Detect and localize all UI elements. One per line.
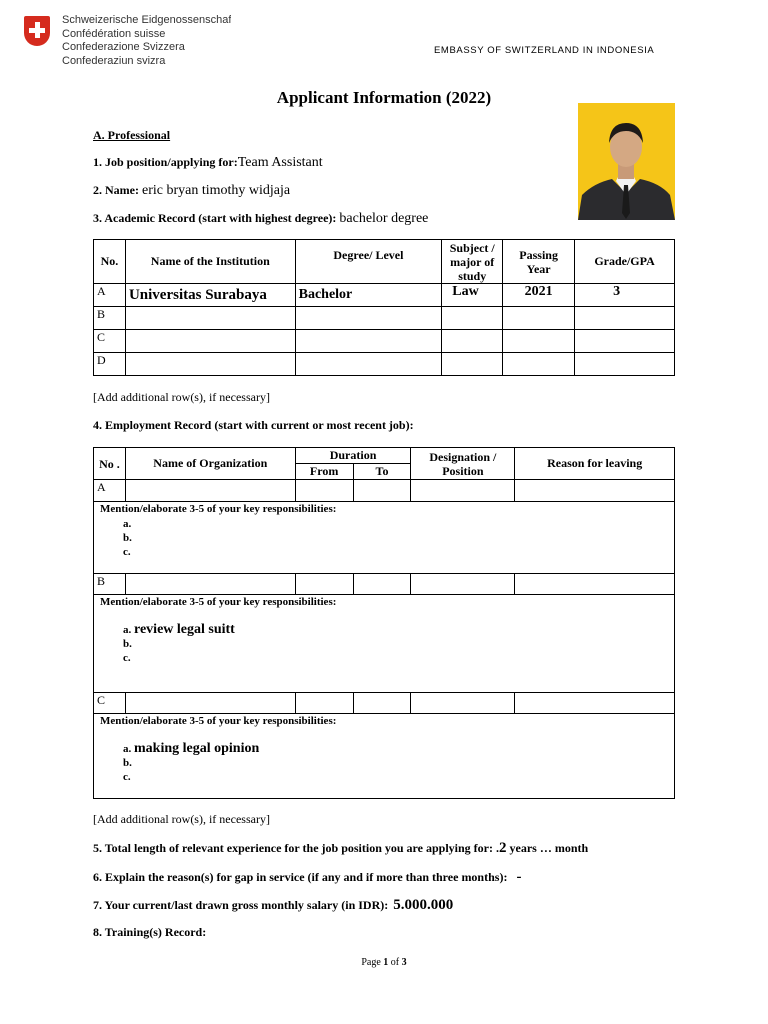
responsibility-value: review legal suitt (134, 622, 235, 637)
organization-cell[interactable] (125, 693, 295, 714)
experience-years: 2 (499, 840, 507, 856)
page-current: 1 (383, 957, 389, 968)
page-prefix: Page (361, 957, 384, 968)
header-from: From (295, 464, 353, 480)
header-designation: Designation / Position (411, 448, 515, 480)
header-to: To (353, 464, 411, 480)
from-cell[interactable] (295, 574, 353, 595)
gap-row (93, 869, 521, 886)
row-letter: C (94, 330, 126, 353)
logo-line: Confederazione Svizzera (62, 41, 185, 53)
responsibilities-row (94, 502, 675, 574)
list-item: c. (123, 652, 131, 664)
subject-cell: Law (442, 284, 503, 307)
applicant-photo (578, 103, 675, 220)
training-label: 8. Training(s) Record: (93, 925, 207, 939)
employment-header-row (94, 448, 675, 464)
organization-cell[interactable] (125, 574, 295, 595)
row-letter: D (94, 353, 126, 376)
responsibilities-cell[interactable] (94, 714, 675, 799)
header-no: No. (94, 240, 126, 284)
name-value: eric bryan timothy widjaja (141, 183, 291, 198)
grade-cell[interactable] (575, 353, 675, 376)
header-duration: Duration (295, 448, 411, 464)
name-row (93, 183, 290, 199)
grade-cell: 3 (575, 284, 675, 307)
responsibilities-cell[interactable] (94, 595, 675, 693)
salary-value: 5.000.000 (393, 897, 454, 913)
passing-year-cell[interactable] (503, 330, 575, 353)
employment-label: 4. Employment Record (start with current or most recent job): (93, 418, 414, 432)
designation-cell[interactable] (411, 574, 515, 595)
list-item: a. (123, 743, 132, 755)
header-institution: Name of the Institution (125, 240, 295, 284)
experience-label: 5. Total length of relevant experience for the job position you are applying for: . (93, 841, 499, 855)
logo-line: Confédération suisse (62, 27, 166, 40)
salary-label: 7. Your current/last drawn gross monthly salary (in IDR): (93, 898, 389, 912)
name-label: 2. Name: (93, 183, 139, 197)
header-passing-year: Passing Year (503, 240, 575, 284)
table-row (94, 480, 675, 502)
list-item: c. (123, 546, 131, 558)
list-item: b. (123, 757, 132, 769)
gap-label: 6. Explain the reason(s) for gap in service (if any and if more than three months): (93, 870, 508, 884)
section-a-heading: A. Professional (93, 128, 171, 142)
table-row (94, 693, 675, 714)
degree-cell: Bachelor (295, 284, 442, 307)
institution-cell[interactable] (125, 353, 295, 376)
entry-letter: A (94, 480, 126, 502)
embassy-heading: EMBASSY OF SWITZERLAND IN INDONESIA (434, 45, 655, 56)
experience-suffix: years … month (506, 841, 589, 855)
job-position-label: 1. Job position/applying for: (93, 155, 238, 169)
passing-year-cell[interactable] (503, 307, 575, 330)
list-item: b. (123, 532, 132, 544)
responsibility-value: making legal opinion (134, 741, 260, 756)
subject-cell[interactable] (442, 353, 503, 376)
page-title: Applicant Information (2022) (276, 88, 492, 107)
header-subject: Subject / major of study (442, 240, 503, 284)
responsibilities-row (94, 595, 675, 693)
from-cell[interactable] (295, 693, 353, 714)
job-position-value: Team Assistant (237, 155, 323, 170)
row-letter: B (94, 307, 126, 330)
responsibility-list (123, 742, 259, 784)
page-middle: of (388, 957, 402, 968)
responsibilities-label: Mention/elaborate 3-5 of your key responsibilities: (100, 715, 337, 727)
responsibility-list (123, 517, 132, 559)
reason-cell[interactable] (515, 574, 675, 595)
reason-cell[interactable] (515, 693, 675, 714)
header-degree: Degree/ Level (295, 240, 442, 284)
salary-row (93, 897, 453, 914)
list-item: a. (123, 624, 132, 636)
experience-row (93, 840, 588, 857)
list-item: b. (123, 638, 132, 650)
responsibilities-cell[interactable] (94, 502, 675, 574)
entry-letter: B (94, 574, 126, 595)
employment-table (93, 447, 675, 799)
confederation-logo-text (62, 14, 231, 64)
logo-line: Schweizerische Eidgenossenschaf (62, 14, 232, 26)
page-total: 3 (401, 957, 407, 968)
to-cell[interactable] (353, 480, 411, 502)
passing-year-cell[interactable] (503, 353, 575, 376)
logo-line: Confederaziun svizra (62, 54, 166, 64)
passing-year-cell: 2021 (503, 284, 575, 307)
swiss-flag-icon (24, 16, 50, 46)
job-position-row (93, 155, 323, 171)
subject-cell[interactable] (442, 330, 503, 353)
table-row (94, 307, 675, 330)
degree-cell[interactable] (295, 353, 442, 376)
institution-cell[interactable] (125, 330, 295, 353)
organization-cell[interactable] (125, 480, 295, 502)
table-row (94, 574, 675, 595)
table-row (94, 284, 675, 307)
to-cell[interactable] (353, 693, 411, 714)
institution-cell: Universitas Surabaya (125, 284, 295, 307)
designation-cell[interactable] (411, 693, 515, 714)
page-footer (0, 957, 768, 968)
designation-cell[interactable] (411, 480, 515, 502)
grade-cell[interactable] (575, 307, 675, 330)
header-reason: Reason for leaving (515, 448, 675, 480)
reason-cell[interactable] (515, 480, 675, 502)
header-no: No . (94, 448, 126, 480)
academic-row (93, 211, 428, 227)
responsibility-list (123, 623, 235, 665)
add-rows-note: [Add additional row(s), if necessary] (93, 390, 270, 404)
academic-table (93, 239, 675, 376)
table-row (94, 330, 675, 353)
academic-header-row (94, 240, 675, 284)
row-letter: A (94, 284, 126, 307)
degree-cell[interactable] (295, 330, 442, 353)
institution-cell[interactable] (125, 307, 295, 330)
list-item: c. (123, 771, 131, 783)
to-cell[interactable] (353, 574, 411, 595)
entry-letter: C (94, 693, 126, 714)
header-organization: Name of Organization (125, 448, 295, 480)
table-row (94, 353, 675, 376)
gap-value: - (516, 869, 522, 885)
degree-cell[interactable] (295, 307, 442, 330)
list-item: a. (123, 518, 132, 530)
from-cell[interactable] (295, 480, 353, 502)
academic-value: bachelor degree (339, 211, 429, 226)
academic-label: 3. Academic Record (start with highest degree): (93, 211, 337, 225)
subject-cell[interactable] (442, 307, 503, 330)
add-rows-note: [Add additional row(s), if necessary] (93, 812, 270, 826)
responsibilities-label: Mention/elaborate 3-5 of your key responsibilities: (100, 596, 337, 608)
grade-cell[interactable] (575, 330, 675, 353)
header-grade: Grade/GPA (575, 240, 675, 284)
responsibilities-row (94, 714, 675, 799)
responsibilities-label: Mention/elaborate 3-5 of your key responsibilities: (100, 503, 337, 515)
